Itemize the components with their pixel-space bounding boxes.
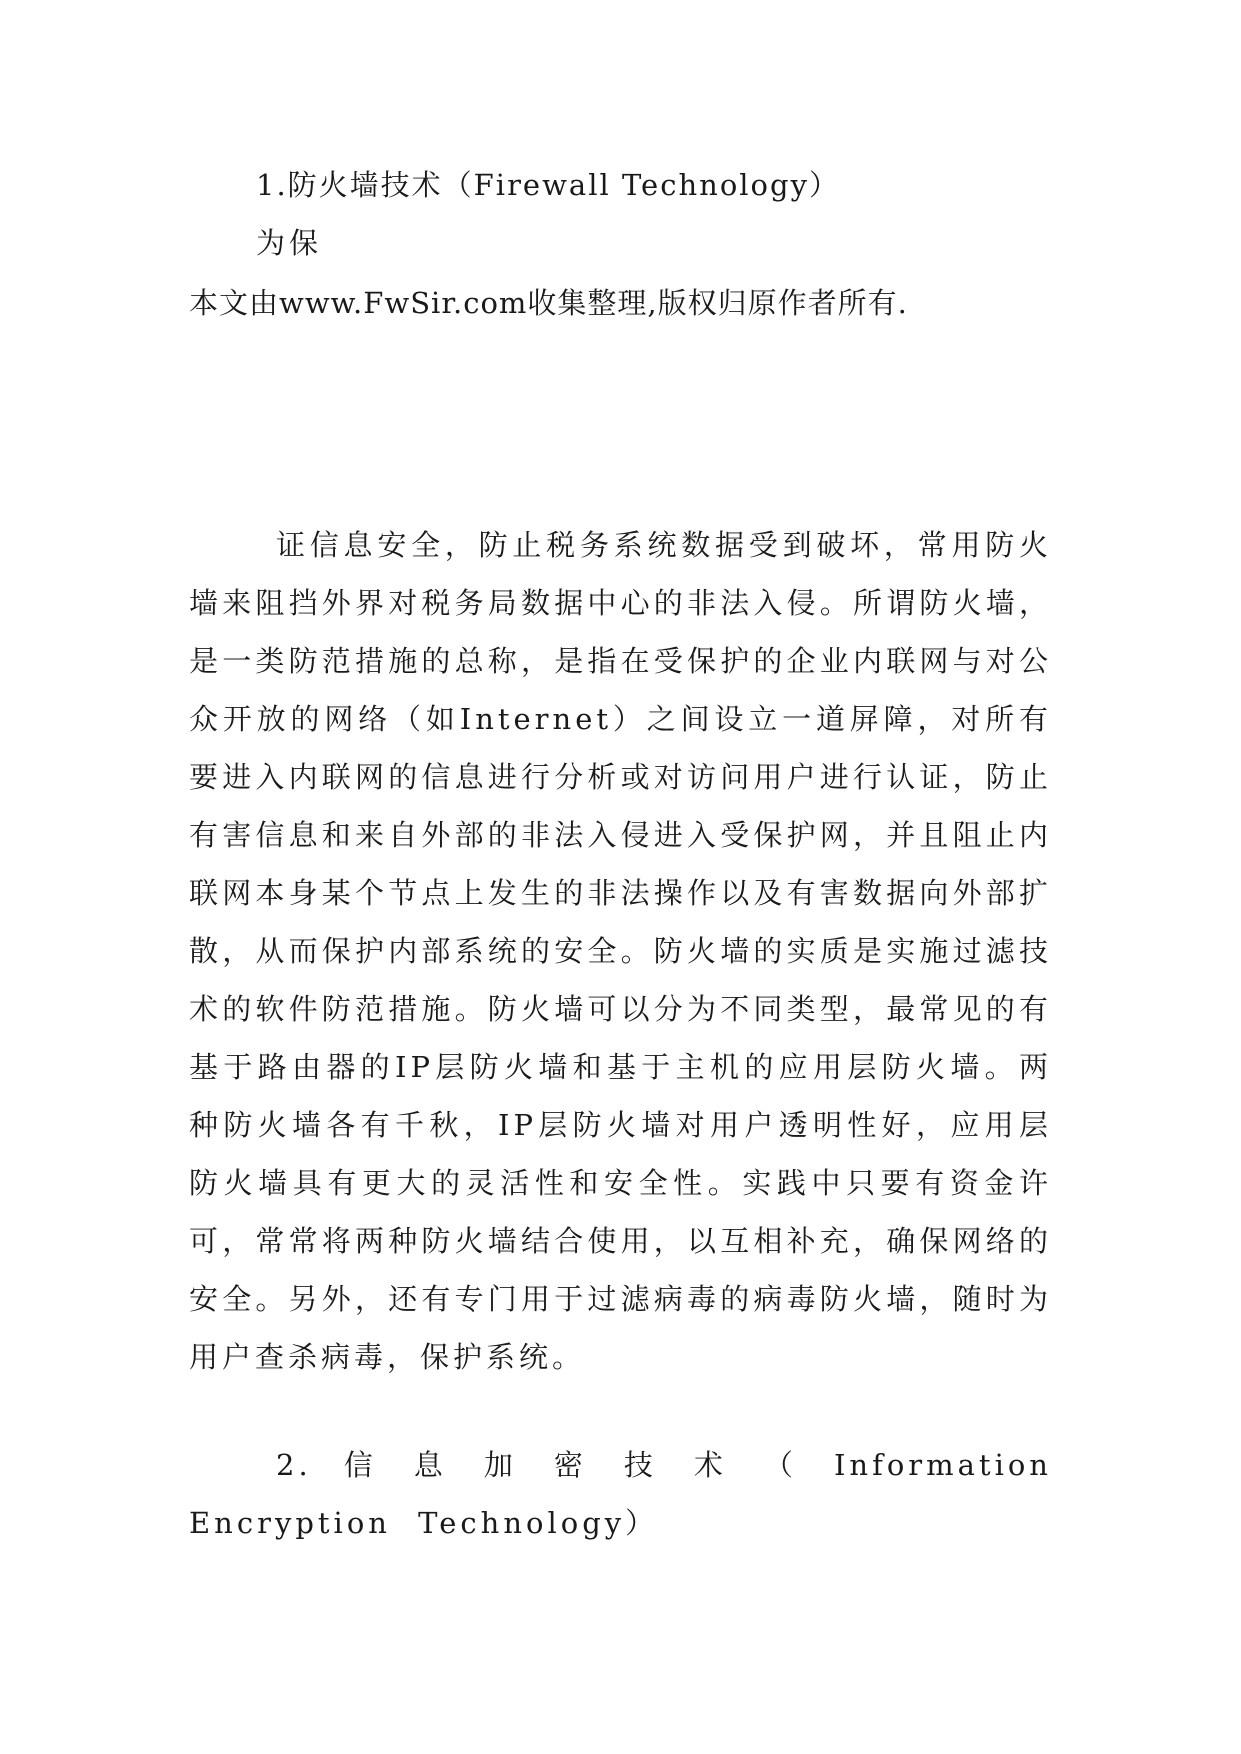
section-heading-encryption: 2. 信 息 加 密 技 术 （ Information Encryption Technology） bbox=[189, 1448, 1052, 1540]
firewall-paragraph: 证信息安全，防止税务系统数据受到破坏，常用防火墙来阻挡外界对税务局数据中心的非法入侵。所谓防火墙，是一类防范措施的总称，是指在受保护的企业内联网与对公众开放的网络（如Internet）之间设立一道屏障，对所有要进入内联网的信息进行分析或对访问用户进行认证，防止有害信息和来自外部的非法入侵进入受保护网，并且阻止内联网本身某个节点上发生的非法操作以及有害数据向外部扩散，从而保护内部系统的安全。防火墙的实质是实施过滤技术的软件防范措施。防火墙可以分为不同类型，最常见的有基于路由器的IP层防火墙和基于主机的应用层防火墙。两种防火墙各有千秋，IP层防火墙对用户透明性好，应用层防火墙具有更大的灵活性和安全性。实践中只要有资金许可，常常将两种防火墙结合使用，以互相补充，确保网络的安全。另外，还有专门用于过滤病毒的病毒防火墙，随时为用户查杀病毒，保护系统。 bbox=[189, 528, 1052, 1374]
section-heading-firewall: 1.防火墙技术（Firewall Technology） bbox=[256, 168, 840, 202]
paragraph-fragment: 为保 bbox=[256, 226, 323, 260]
source-note: 本文由www.FwSir.com收集整理,版权归原作者所有. bbox=[189, 286, 908, 320]
